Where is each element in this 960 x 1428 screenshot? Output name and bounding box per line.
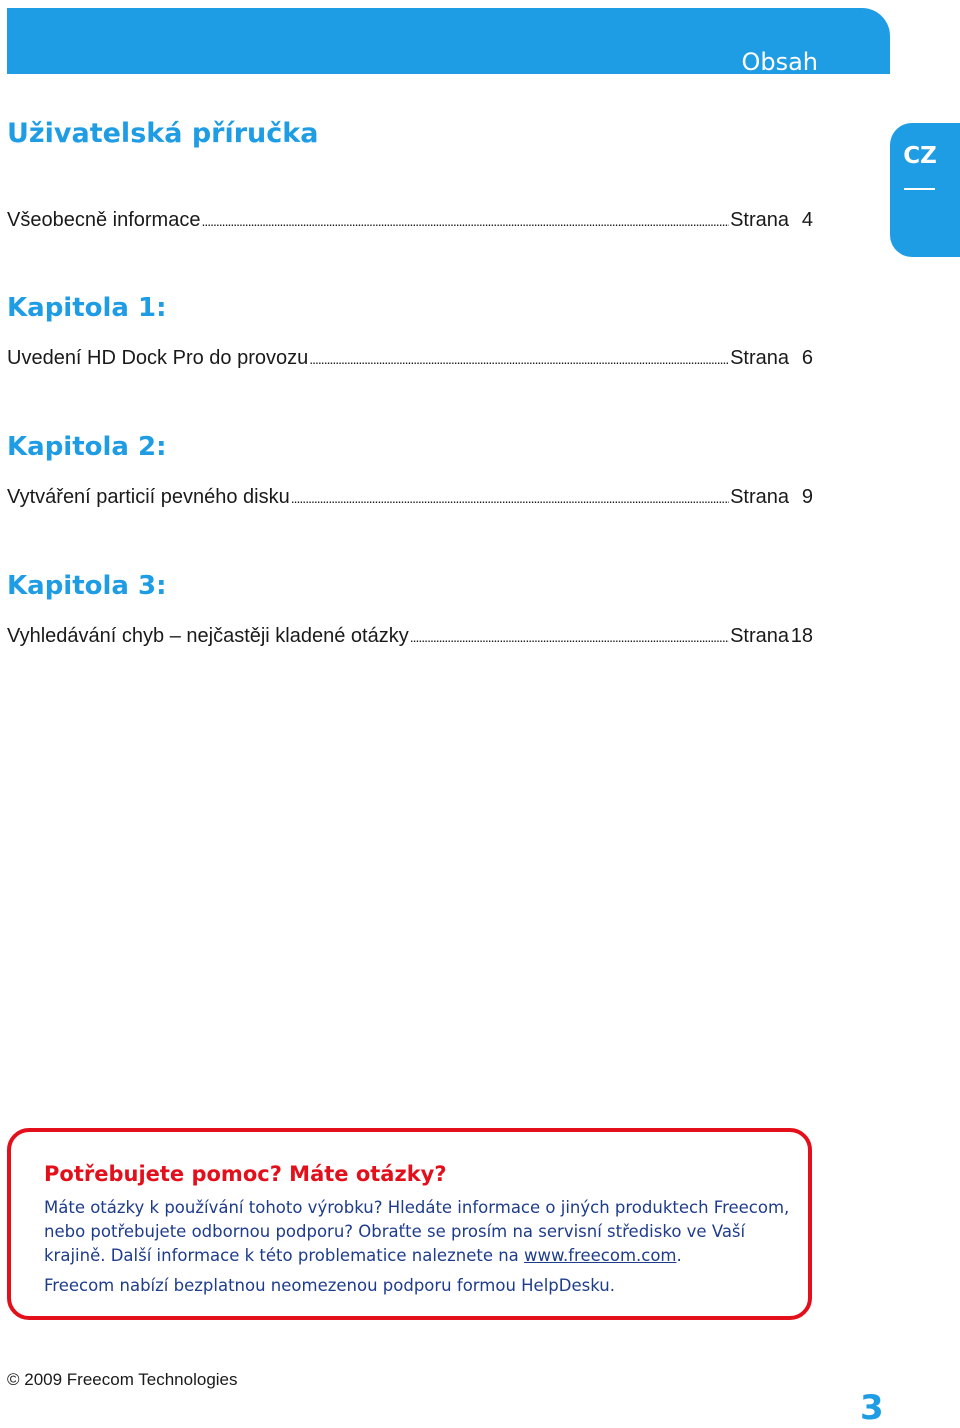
toc-page-number: 18 <box>790 625 813 647</box>
toc-leader-dots <box>410 625 729 648</box>
toc-page-label: Strana <box>730 347 789 369</box>
help-body: Máte otázky k používání tohoto výrobku? Hledáte informace o jiných produktech Freecom, nebo potřebujete odbornou podporu? Obraťte se prosím na servisní středisko ve Vaší krajině. Další informace k této problematice naleznete na <box>44 1198 790 1265</box>
toc-entry-chapter-2[interactable] <box>7 486 813 512</box>
help-support-line: Freecom nabízí bezplatnou neomezenou podporu formou HelpDesku. <box>44 1276 615 1295</box>
toc-page-ref <box>730 209 813 232</box>
toc-entry-chapter-1[interactable] <box>7 347 813 373</box>
toc-page-ref <box>730 347 813 370</box>
toc-leader-dots <box>309 347 729 370</box>
toc-page-label: Strana <box>730 625 789 647</box>
language-underline <box>904 188 935 190</box>
toc-page-ref <box>730 625 813 648</box>
toc-leader-dots <box>291 486 729 509</box>
chapter-2-heading: Kapitola 2: <box>7 432 167 462</box>
chapter-1-heading: Kapitola 1: <box>7 293 167 323</box>
toc-page-number: 9 <box>801 486 813 508</box>
header-bar <box>7 8 890 74</box>
freecom-link[interactable]: www.freecom.com <box>524 1246 677 1265</box>
language-label: CZ <box>903 143 937 169</box>
language-tab <box>890 123 960 257</box>
document-title: Uživatelská příručka <box>7 118 319 149</box>
help-box <box>7 1128 812 1320</box>
page-number: 3 <box>860 1388 884 1428</box>
toc-entry-text: Vyhledávání chyb – nejčastěji kladené otázky <box>7 625 409 647</box>
toc-entry-text: Uvedení HD Dock Pro do provozu <box>7 347 309 369</box>
toc-page-label: Strana <box>730 209 789 231</box>
help-title: Potřebujete pomoc? Máte otázky? <box>44 1162 447 1186</box>
toc-page-number: 6 <box>801 347 813 369</box>
toc-page-number: 4 <box>801 209 813 231</box>
help-body-end: . <box>676 1246 682 1265</box>
toc-entry-text: Vytváření particií pevného disku <box>7 486 290 508</box>
copyright: © 2009 Freecom Technologies <box>7 1370 238 1389</box>
help-text <box>44 1196 794 1268</box>
header-title: Obsah <box>741 48 818 76</box>
toc-entry-general[interactable] <box>7 209 813 235</box>
toc-entry-text: Všeobecně informace <box>7 209 201 231</box>
toc-leader-dots <box>201 209 729 232</box>
chapter-3-heading: Kapitola 3: <box>7 571 167 601</box>
toc-page-label: Strana <box>730 486 789 508</box>
toc-page-ref <box>730 486 813 509</box>
toc-entry-chapter-3[interactable] <box>7 625 813 651</box>
